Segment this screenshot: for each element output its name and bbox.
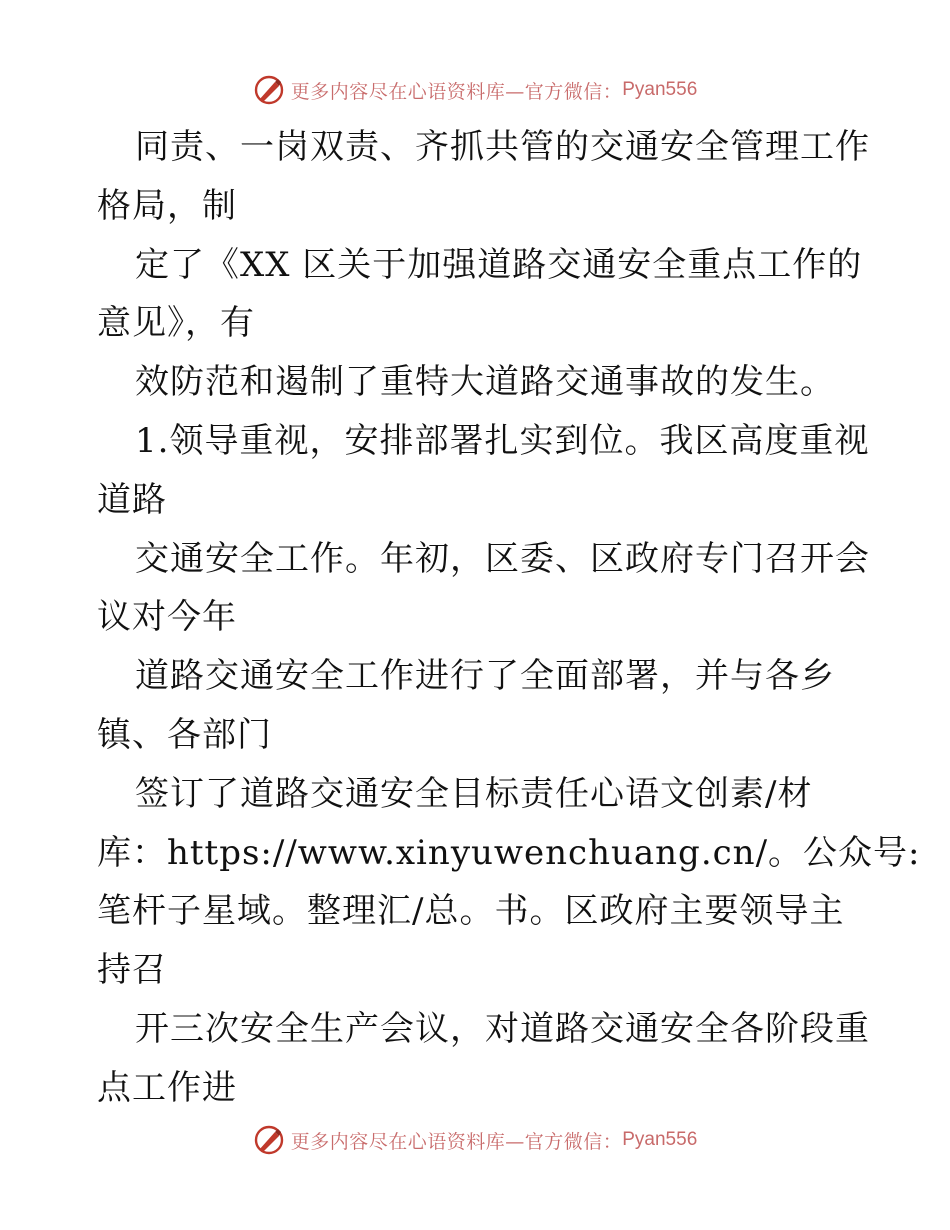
header-banner-text: 更多内容尽在心语资料库—官方微信：	[290, 80, 623, 103]
header-banner	[0, 70, 950, 110]
footer-banner-text: 更多内容尽在心语资料库—官方微信：	[290, 1130, 623, 1153]
header-banner-wechat-id: Pyan556	[622, 79, 698, 100]
text-line: 签订了道路交通安全目标责任心语文创素/材	[135, 773, 813, 814]
text-line: 道路交通安全工作进行了全面部署，并与各乡	[135, 656, 835, 697]
footer-banner	[0, 1120, 950, 1160]
body-text	[97, 118, 921, 1118]
text-line: 点工作进	[97, 1067, 237, 1108]
footer-banner-wechat-id: Pyan556	[622, 1129, 698, 1150]
pen-logo-icon	[253, 74, 285, 106]
text-line: 格局，制	[97, 185, 237, 226]
text-line: 交通安全工作。年初，区委、区政府专门召开会	[135, 538, 870, 579]
text-line: 效防范和遏制了重特大道路交通事故的发生。	[135, 362, 835, 403]
text-line: 开三次安全生产会议，对道路交通安全各阶段重	[135, 1008, 870, 1049]
pen-logo-icon	[253, 1124, 285, 1156]
text-line: 意见》，有	[97, 303, 255, 344]
text-line: 持召	[97, 950, 167, 991]
text-line: 镇、各部门	[97, 714, 272, 755]
text-line: 同责、一岗双责、齐抓共管的交通安全管理工作	[135, 127, 870, 167]
text-line: 定了《XX 区关于加强道路交通安全重点工作的	[135, 244, 863, 285]
text-line: 议对今年	[97, 597, 237, 638]
text-line: 笔杆子星域。整理汇/总。书。区政府主要领导主	[97, 891, 845, 932]
text-line: 库：https://www.xinyuwenchuang.cn/。公众号:	[97, 832, 921, 873]
text-line: 1.领导重视，安排部署扎实到位。我区高度重视	[135, 420, 870, 461]
text-line: 道路	[97, 479, 167, 520]
